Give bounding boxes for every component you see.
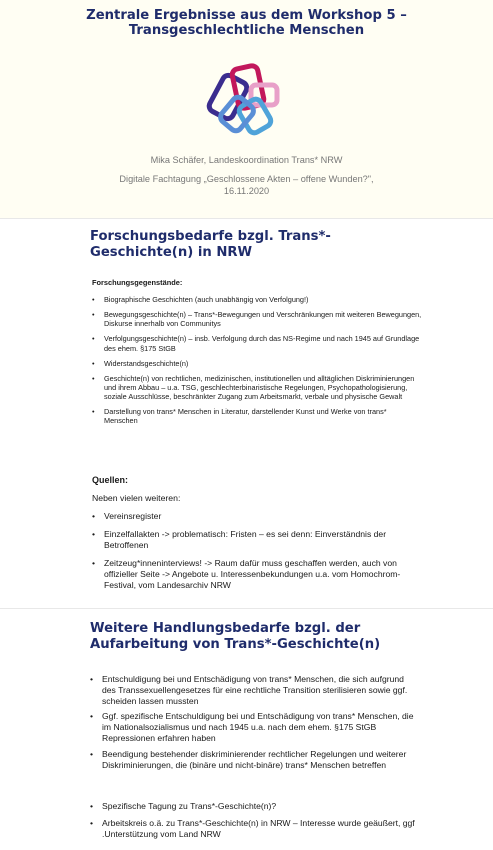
subheading: Forschungsgegenstände: <box>92 278 183 287</box>
slide-title: Weitere Handlungsbedarfe bzgl. der Aufarbeitung von Trans*-Geschichte(n) <box>90 621 381 652</box>
further-steps-list <box>90 801 420 845</box>
title-slide <box>0 0 493 218</box>
trans-chain-logo-icon <box>205 63 285 137</box>
list-item: • Geschichte(n) von rechtlichen, medizinischen, institutionellen und alltäglichen Diskriminierungen und ihrem Abbau – u.a. TSG, geschlechterbinaristische Regelungen, Psychopathologisierung, soziale Ausschlüsse, beschränkter Zugang zum Arbeitsmarkt, verbale und physische Gewalt <box>92 374 422 402</box>
list-item: • Einzelfallakten -> problematisch: Fristen – es sei denn: Einverständnis der Betroffenen <box>92 529 422 551</box>
list-item: • Vereinsregister <box>92 511 422 522</box>
list-item: • Biographische Geschichten (auch unabhängig von Verfolgung!) <box>92 295 422 304</box>
research-topics-list <box>92 295 422 432</box>
list-item: • Ggf. spezifische Entschuldigung bei und Entschädigung von trans* Menschen, die im Nationalsozialismus und nach 1945 u.a. nach dem ehem. §175 StGB Repressionen erfahren haben <box>90 711 420 743</box>
action-needs-list <box>90 674 420 775</box>
list-item: • Widerstandsgeschichte(n) <box>92 359 422 368</box>
list-item: • Darstellung von trans* Menschen in Literatur, darstellender Kunst und Werke von trans* Menschen <box>92 407 422 425</box>
sources-heading: Quellen: <box>92 475 129 485</box>
event-date: 16.11.2020 <box>223 186 270 196</box>
sources-list <box>92 511 422 598</box>
list-item: • Spezifische Tagung zu Trans*-Geschichte(n)? <box>90 801 420 812</box>
event-line <box>40 173 453 197</box>
slide-title: Forschungsbedarfe bzgl. Trans*-Geschichte(n) in NRW <box>90 229 331 260</box>
list-item: • Arbeitskreis o.ä. zu Trans*-Geschichte(n) in NRW – Interesse wurde geäußert, ggf .Unterstützung vom Land NRW <box>90 818 420 840</box>
research-needs-slide <box>0 218 493 608</box>
list-item: • Entschuldigung bei und Entschädigung von trans* Menschen, die sich aufgrund des Transsexuellengesetzes für eine rechtliche Transition sterilisieren sowie ggf. scheiden lassen mussten <box>90 674 420 706</box>
list-item: • Verfolgungsgeschichte(n) – insb. Verfolgung durch das NS-Regime und nach 1945 auf Grundlage des ehem. §175 StGB <box>92 334 422 352</box>
sources-intro: Neben vielen weiteren: <box>92 493 181 503</box>
action-needs-slide <box>0 608 493 850</box>
list-item: • Beendigung bestehender diskriminierender rechtlicher Regelungen und weiterer Diskriminierungen, die (binäre und nicht-binäre) trans* Menschen betreffen <box>90 749 420 771</box>
list-item: • Bewegungsgeschichte(n) – Trans*-Bewegungen und Verschränkungen mit weiteren Bewegungen, Diskurse innerhalb von Communitys <box>92 310 422 328</box>
list-item: • Zeitzeug*inneninterviews! -> Raum dafür muss geschaffen werden, auch von offizieller Seite -> Angebote u. Interessenbekundungen u.a. vom Homochrom-Festival, vom Landesarchiv NRW <box>92 558 422 591</box>
author-line: Mika Schäfer, Landeskoordination Trans* NRW <box>150 155 343 165</box>
event-title: Digitale Fachtagung „Geschlossene Akten – offene Wunden?", <box>119 174 374 184</box>
slide-title: Zentrale Ergebnisse aus dem Workshop 5 – Transgeschlechtliche Menschen <box>86 8 407 38</box>
